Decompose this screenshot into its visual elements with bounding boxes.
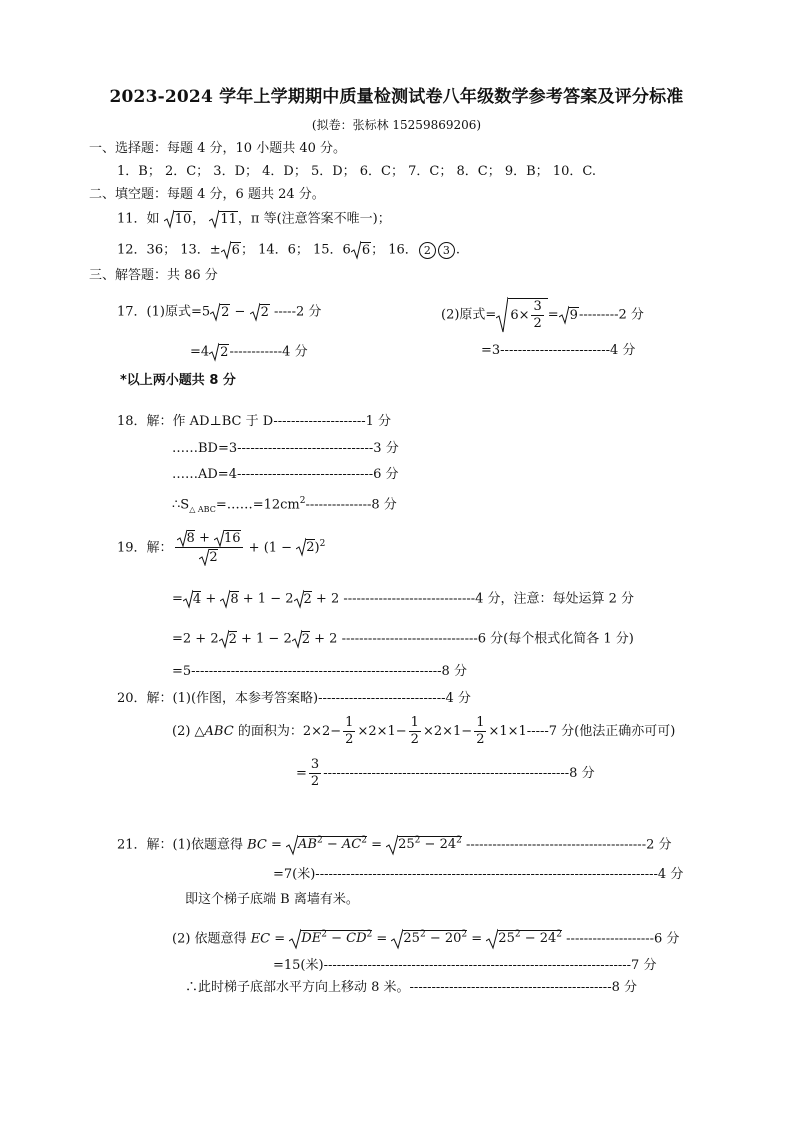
triangle-name: ABC bbox=[204, 724, 234, 739]
sqrt-symbol-icon bbox=[559, 299, 569, 331]
q18-score: ---------------8 分 bbox=[305, 497, 397, 513]
q20-lead: (2) △ bbox=[172, 724, 205, 739]
equals-sign: = bbox=[547, 307, 559, 323]
q17-p2-lead: (2)原式= bbox=[441, 307, 497, 323]
q20-line3: = $\frac{3}{2}$ --------------------------------------------------------8 分 bbox=[296, 757, 595, 789]
triangle-subscript: △ ABC bbox=[189, 504, 216, 514]
section2-heading: 二、填空题：每题 4 分，6 题共 24 分。 bbox=[89, 187, 325, 202]
q21-line4: (2) 依题意得 EC = $DE^2 - CD^2 = 25^2 - 20^2 = 25^2 - 24^2$ --------------------6 分 bbox=[172, 930, 680, 947]
area-value: =……=12cm bbox=[215, 497, 300, 513]
radicand: 2 bbox=[260, 304, 269, 320]
q17-part1-line2 bbox=[190, 342, 308, 362]
q11-lead: 11．如 bbox=[117, 211, 160, 227]
section1-heading: 一、选择题：每题 4 分，10 小题共 40 分。 bbox=[89, 141, 347, 156]
radicand: 2 bbox=[220, 344, 229, 360]
section3-heading: 三、解答题：共 86 分 bbox=[89, 268, 218, 283]
circled-number: 2 bbox=[419, 242, 436, 259]
q20-line3-score: --------------------------------------------------------8 分 bbox=[323, 766, 595, 781]
page-title: 2023-2024 学年上学期期中质量检测试卷八年级数学参考答案及评分标准 bbox=[109, 87, 684, 107]
q18-line2: ……BD=3-------------------------------3 分 bbox=[172, 441, 399, 456]
q16-text: ； 16． bbox=[371, 242, 418, 258]
radicand: 2 bbox=[221, 304, 230, 320]
q11-radicand-1: 10 bbox=[174, 211, 192, 227]
q12-16-line: 12．36； 13．± 6； 14．6； 15．6 6； 16． 2 3 . bbox=[117, 240, 460, 260]
q19-line4: =5---------------------------------------------------------8 分 bbox=[172, 664, 467, 679]
q19-line2: = 4 + 8 + 1 − 2 2 + 2 ------------------------------4 分，注意：每处运算 2 分 bbox=[172, 591, 635, 607]
q19-line3-score: -------------------------------6 分(每个根式化简各 1 分) bbox=[341, 631, 634, 647]
q20-expr-part: ×2×1− bbox=[422, 724, 473, 739]
q12-13-lead: 12．36； 13．± bbox=[117, 242, 221, 258]
q15-radicand: 6 bbox=[361, 242, 371, 258]
q21-line2: =7(米)------------------------------------------------------------------------------4 分 bbox=[273, 867, 684, 882]
radicand-product: 6× $\frac{3}{2}$ bbox=[508, 298, 547, 332]
q19-fraction: $\frac{8 + 16}{2}$ bbox=[175, 529, 243, 566]
sqrt-symbol-icon bbox=[210, 302, 220, 322]
q20-line2: (2) △ABC 的面积为：2×2− $\frac{1}{2}$ ×2×1− $\frac{1}{2}$ ×2×1− $\frac{1}{2}$ ×1×1-----7 分(他法正确亦可可) bbox=[172, 715, 676, 747]
q11-radicand-2: 11 bbox=[220, 211, 237, 227]
sqrt-symbol-icon bbox=[351, 240, 361, 260]
q20-expr-part: ×2×1− bbox=[357, 724, 407, 739]
q21-line4-score: --------------------6 分 bbox=[566, 931, 680, 947]
therefore-s: ∴S bbox=[172, 497, 190, 513]
q19-lead: 19．解： bbox=[117, 540, 173, 556]
q17-p1-score: -----2 分 bbox=[274, 304, 322, 320]
q11-line: 11．如 10， 11，π 等(注意答案不唯一)； bbox=[117, 209, 391, 229]
radicand: 9 bbox=[569, 307, 578, 323]
sqrt-symbol-icon bbox=[221, 240, 231, 260]
q21-line1-score: -----------------------------------------2 分 bbox=[465, 837, 672, 853]
q21-part2-lead: (2) 依题意得 bbox=[172, 931, 251, 947]
minus-sign: − bbox=[230, 304, 246, 320]
sqrt-symbol-icon bbox=[496, 296, 508, 334]
circled-number: 3 bbox=[438, 242, 455, 259]
q19-line1: 19．解： $\frac{8 + 16}{2}$ + $(1 - 2)^2$ bbox=[117, 530, 326, 565]
q17-p1-lead: 17．(1)原式=5 bbox=[117, 304, 211, 320]
author-note: (拟卷：张标林 15259869206) bbox=[311, 118, 482, 132]
q17-note: *以上两小题共 8 分 bbox=[120, 373, 236, 388]
q17-part2-line2: =3-------------------------4 分 bbox=[481, 343, 636, 358]
q17-p1-line2-score: ------------4 分 bbox=[229, 344, 308, 360]
section1-answers: 1．B； 2．C； 3．D； 4．D； 5．D； 6．C； 7．C； 8．C； 9．B； 10．C. bbox=[117, 164, 596, 179]
q18-line4 bbox=[172, 492, 397, 519]
q20-expr-start: 的面积为：2×2− bbox=[233, 724, 342, 739]
q18-line1: 18．解：作 AD⊥BC 于 D---------------------1 分 bbox=[117, 414, 392, 429]
q21-line5: =15(米)----------------------------------------------------------------------7 分 bbox=[273, 958, 657, 973]
q17-part1-line1 bbox=[117, 302, 321, 322]
sqrt-symbol-icon bbox=[209, 209, 219, 229]
q19-line2-score: ------------------------------4 分，注意：每处运算 2 分 bbox=[343, 591, 635, 607]
q21-line1: 21．解：(1)依题意得 BC = $AB^2 - AC^2 = 25^2 - 24^2$ -----------------------------------------2 分 bbox=[117, 836, 672, 853]
q17-p2-score: ---------2 分 bbox=[578, 307, 644, 323]
q17-part2-line1 bbox=[441, 296, 644, 334]
q19-line3: =2 + 2 2 + 1 − 2 2 + 2 -------------------------------6 分(每个根式化简各 1 分) bbox=[172, 631, 634, 647]
q21-line3: 即这个梯子底端 B 离墙有米。 bbox=[185, 892, 359, 907]
q13-radicand: 6 bbox=[231, 242, 240, 258]
q18-line3: ……AD=4-------------------------------6 分 bbox=[172, 467, 399, 482]
sqrt-symbol-icon bbox=[164, 209, 174, 229]
sqrt-symbol-icon bbox=[250, 302, 260, 322]
q20-expr-end: ×1×1-----7 分(他法正确亦可可) bbox=[488, 724, 676, 739]
sqrt-symbol-icon bbox=[209, 342, 219, 362]
q21-line6: ∴此时梯子底部水平方向上移动 8 米。----------------------------------------------8 分 bbox=[185, 980, 637, 995]
q17-p1-line2-lead: =4 bbox=[190, 344, 210, 360]
q11-tail: ，π 等(注意答案不唯一)； bbox=[237, 211, 391, 227]
q14-15-text: ； 14．6； 15．6 bbox=[240, 242, 351, 258]
unit-exponent: 2 bbox=[299, 496, 306, 506]
q20-line1: 20．解：(1)(作图，本参考答案略)-----------------------------4 分 bbox=[117, 691, 471, 706]
q21-lead: 21．解：(1)依题意得 bbox=[117, 837, 248, 853]
